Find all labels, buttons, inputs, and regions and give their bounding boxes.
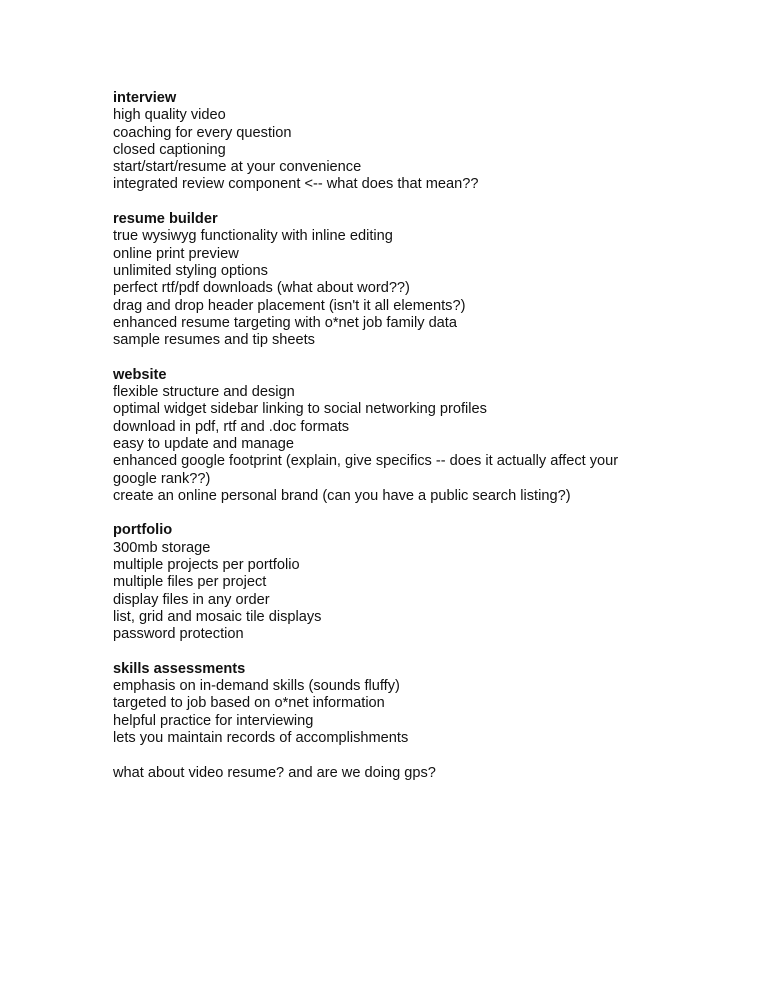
list-item: integrated review component <-- what does that mean??	[113, 176, 479, 193]
list-item: emphasis on in-demand skills (sounds fluffy)	[113, 678, 400, 695]
document-body	[113, 90, 673, 782]
list-item: sample resumes and tip sheets	[113, 332, 315, 349]
list-item: password protection	[113, 626, 244, 643]
list-item: optimal widget sidebar linking to social networking profiles	[113, 401, 487, 418]
list-item: multiple projects per portfolio	[113, 557, 300, 574]
section-website	[113, 367, 673, 505]
section-portfolio	[113, 522, 673, 643]
list-item: enhanced resume targeting with o*net job family data	[113, 314, 457, 331]
list-item: helpful practice for interviewing	[113, 712, 314, 729]
list-item: easy to update and manage	[113, 435, 294, 452]
list-item: drag and drop header placement (isn't it all elements?)	[113, 297, 466, 314]
list-item: high quality video	[113, 107, 226, 124]
list-item: download in pdf, rtf and .doc formats	[113, 418, 350, 435]
list-item: create an online personal brand (can you have a public search listing?)	[113, 487, 571, 504]
section-heading: website	[113, 366, 167, 383]
section-resume-builder	[113, 211, 673, 349]
list-item: online print preview	[113, 245, 239, 262]
list-item: start/start/resume at your convenience	[113, 159, 362, 176]
list-item: multiple files per project	[113, 574, 267, 591]
section-heading: skills assessments	[113, 660, 246, 677]
section-heading: portfolio	[113, 522, 173, 539]
list-item: list, grid and mosaic tile displays	[113, 608, 322, 625]
list-item: perfect rtf/pdf downloads (what about word??)	[113, 280, 410, 297]
list-item: unlimited styling options	[113, 262, 268, 279]
list-item: lets you maintain records of accomplishments	[113, 729, 409, 746]
list-item: flexible structure and design	[113, 384, 295, 401]
list-item: targeted to job based on o*net information	[113, 695, 385, 712]
list-item: 300mb storage	[113, 539, 211, 556]
list-item: display files in any order	[113, 591, 270, 608]
section-interview	[113, 90, 673, 194]
list-item: coaching for every question	[113, 124, 292, 141]
section-skills-assessments	[113, 661, 673, 747]
list-item: enhanced google footprint (explain, give specifics -- does it actually affect your google rank??)	[113, 453, 619, 487]
list-item: true wysiwyg functionality with inline editing	[113, 228, 393, 245]
section-heading: resume builder	[113, 211, 218, 228]
list-item: closed captioning	[113, 141, 226, 158]
closing-question: what about video resume? and are we doing gps?	[113, 764, 436, 781]
section-heading: interview	[113, 90, 177, 106]
